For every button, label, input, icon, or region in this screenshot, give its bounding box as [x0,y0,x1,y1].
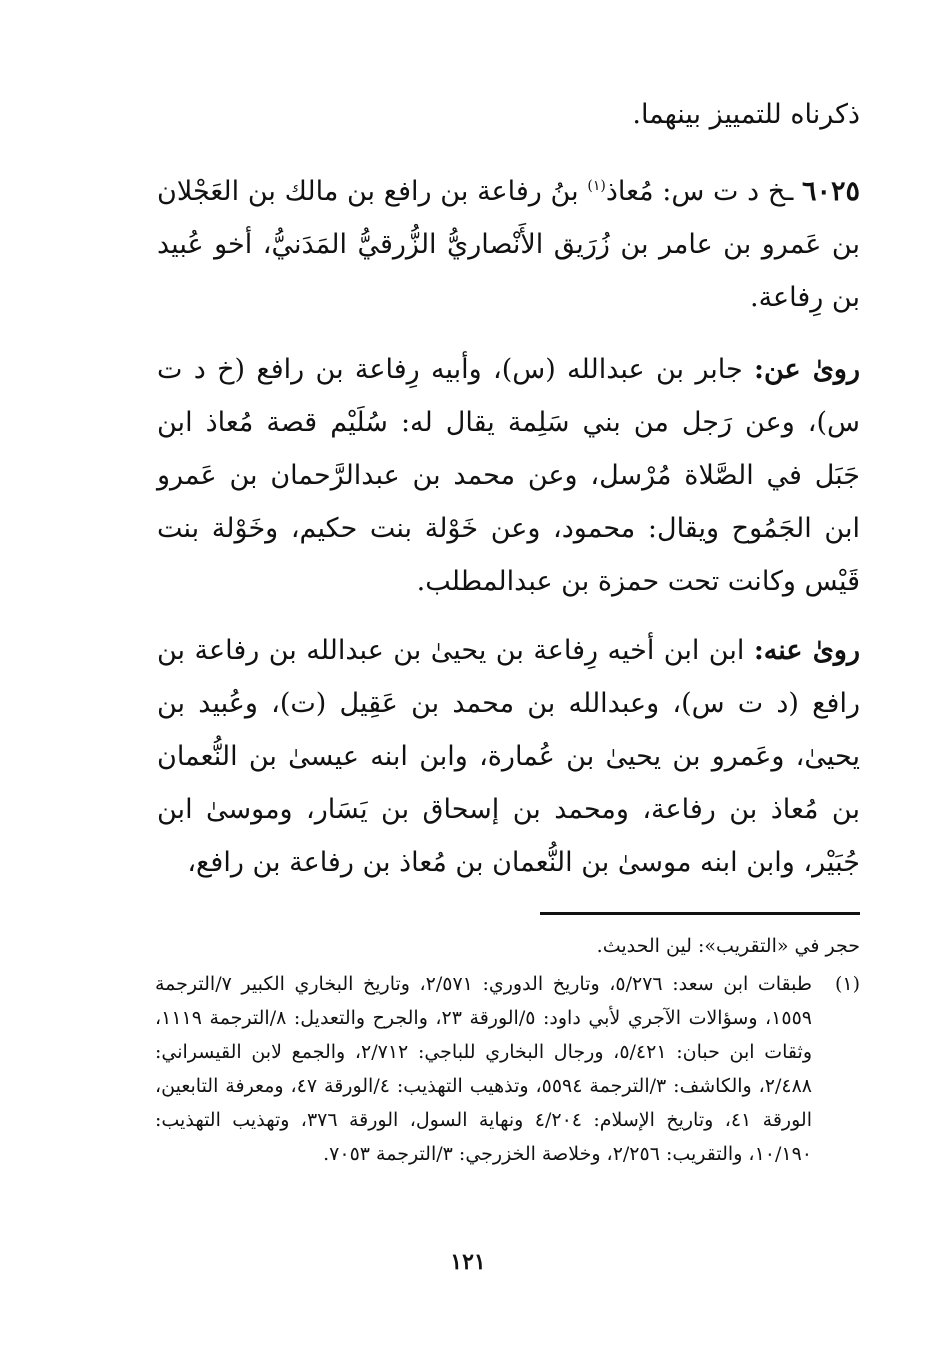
footnote-continued: حجر في «التقريب»: لين الحديث. [596,935,860,957]
footnote-reference[interactable]: (١) [587,178,606,194]
footnote-1-marker: (١) [834,973,860,995]
footnote-1-text: طبقات ابن سعد: ٥/٢٧٦، وتاريخ الدوري: ٢/٥٧١، وتاريخ البخاري الكبير ٧/الترجمة ١٥٥٩، وسؤالات الآجري لأبي داود: ٥/الورقة ٢٣، والجرح والتعديل: ٨/الترجمة ١١١٩، وثقات ابن حبان: ٥/٤٢١، ورجال البخاري للباجي: ٢/٧١٢، والجمع لابن القيسراني: ٢/٤٨٨، والكاشف: ٣/الترجمة ٥٥٩٤، وتذهيب التهذيب: ٤/الورقة ٤٧، ومعرفة التابعين، الورقة ٤١، وتاريخ الإسلام: ٤/٢٠٤ ونهاية السول، الورقة ٣٧٦، وتهذيب التهذيب: ١٠/١٩٠، والتقريب: ٢/٢٥٦، وخلاصة الخزرجي: ٣/الترجمة ٧٠٥٣. [155,973,812,1165]
narrated-from-paragraph [157,343,860,608]
narrated-by-text: ابن ابن أخيه رِفاعة بن يحيىٰ بن عبدالله بن رفاعة بن رافع (د ت س)، وعبدالله بن محمد بن عَقِيل (ت)، وعُبيد بن يحيىٰ، وعَمرو بن يحيىٰ بن عُمارة، وابن ابنه عيسىٰ بن النُّعمان بن مُعاذ بن رفاعة، ومحمد بن إسحاق بن يَسَار، وموسىٰ ابن جُبَيْر، وابن ابنه موسىٰ بن النُّعمان بن مُعاذ بن رفاعة بن رافع، [157,635,860,878]
page-number: ١٢١ [450,1249,486,1275]
entry-heading-paragraph [157,165,860,324]
entry-name: مُعاذ [605,176,654,207]
footnote-1 [155,967,860,1171]
entry-number: ٦٠٢٥ [801,176,860,207]
narrated-from-label: روىٰ عن: [754,354,860,385]
entry-symbols: ـخ د ت س: [662,176,794,207]
footnote-divider [540,912,860,915]
entry-lineage: بنُ رفاعة بن رافع بن مالك بن العَجْلان بن عَمرو بن عامر بن زُرَيق الأَنْصاريُّ الزُّرقيُّ المَدَنيُّ، أخو عُبيد بن رِفاعة. [157,176,860,313]
narrated-by-paragraph [157,624,860,889]
narrated-from-text: جابر بن عبدالله (س)، وأبيه رِفاعة بن رافع (خ د ت س)، وعن رَجل من بني سَلِمة يقال له: سُلَيْم قصة مُعاذ ابن جَبَل في الصَّلاة مُرْسل، وعن محمد بن عبدالرَّحمان بن عَمرو ابن الجَمُوح ويقال: محمود، وعن خَوْلة بنت حكيم، وخَوْلة بنت قَيْس وكانت تحت حمزة بن عبدالمطلب. [157,354,860,597]
narrated-by-label: روىٰ عنه: [753,635,861,666]
continuation-line: ذكرناه للتمييز بينهما. [632,99,860,130]
